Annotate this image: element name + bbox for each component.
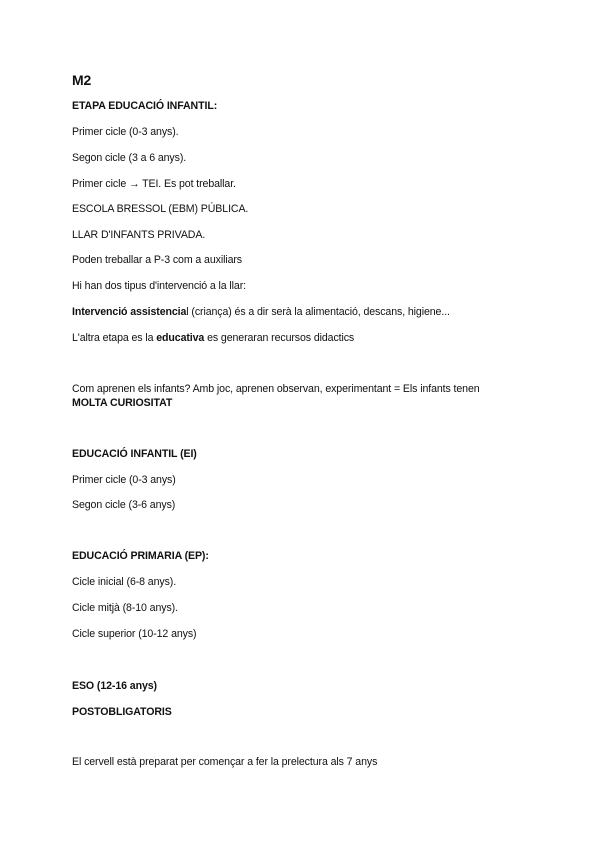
paragraph: Cicle inicial (6-8 anys). [72, 576, 177, 588]
paragraph: Poden treballar a P-3 com a auxiliars [72, 254, 243, 266]
paragraph: Cicle mitjà (8-10 anys). [72, 602, 178, 614]
paragraph-bold: MOLTA CURIOSITAT [72, 397, 173, 409]
heading-ei: EDUCACIÓ INFANTIL (EI) [72, 448, 197, 460]
paragraph-intervencio [72, 306, 450, 319]
bold-text: Intervenció assistencia [72, 306, 187, 318]
paragraph: Primer cicle (0-3 anys). [72, 126, 179, 138]
page-title: M2 [72, 72, 92, 88]
heading-postobligatoris: POSTOBLIGATORIS [72, 706, 172, 718]
heading-etapa-infantil: ETAPA EDUCACIÓ INFANTIL: [72, 100, 218, 112]
paragraph-educativa [72, 332, 354, 345]
paragraph: ESCOLA BRESSOL (EBM) PÚBLICA. [72, 203, 249, 215]
heading-ep: EDUCACIÓ PRIMARIA (EP): [72, 550, 209, 562]
bold-text: educativa [156, 332, 205, 344]
paragraph: Segon cicle (3 a 6 anys). [72, 152, 187, 164]
heading-eso: ESO (12-16 anys) [72, 680, 157, 692]
paragraph: Primer cicle (0-3 anys) [72, 474, 176, 486]
paragraph: Primer cicle → TEI. Es pot treballar. [72, 178, 236, 190]
paragraph-text: l (criança) és a dir serà la alimentació, descans, higiene... [186, 306, 450, 318]
paragraph: LLAR D'INFANTS PRIVADA. [72, 229, 206, 241]
paragraph: El cervell està preparat per començar a fer la prelectura als 7 anys [72, 756, 378, 768]
paragraph-text: L'altra etapa es la [72, 332, 157, 344]
paragraph: Hi han dos tipus d'intervenció a la llar: [72, 280, 246, 292]
paragraph-text: es generaran recursos didactics [204, 332, 355, 344]
paragraph: Cicle superior (10-12 anys) [72, 628, 197, 640]
paragraph: Segon cicle (3-6 anys) [72, 499, 176, 511]
paragraph: Com aprenen els infants? Amb joc, aprenen observan, experimentant = Els infants tenen [72, 383, 480, 395]
